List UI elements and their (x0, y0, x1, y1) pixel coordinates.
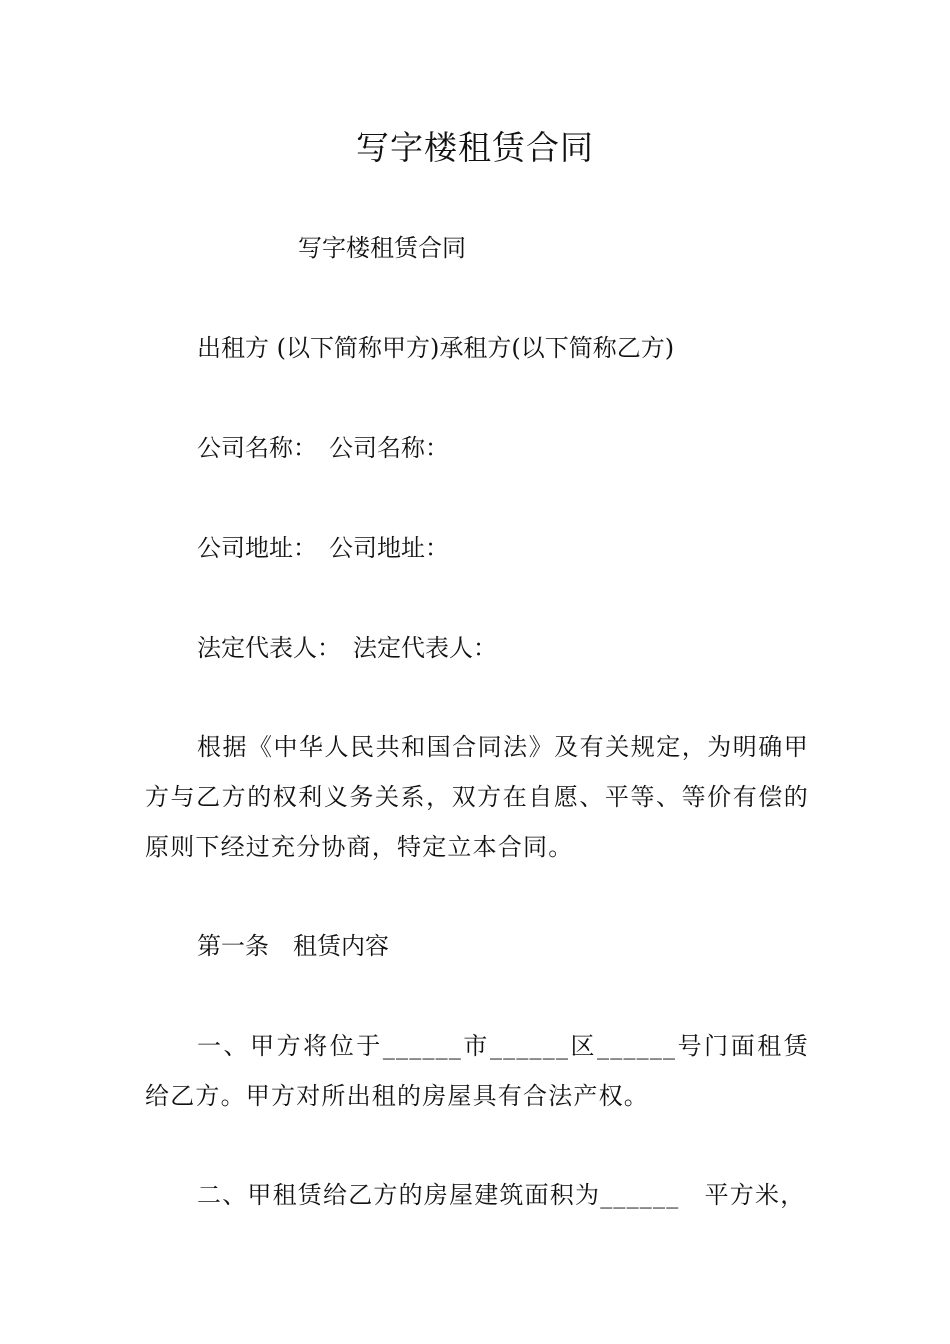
clause-2-paragraph: 二、甲租赁给乙方的房屋建筑面积为______ 平方米， (197, 1181, 806, 1209)
parties-line: 出租方 (以下简称甲方)承租方(以下简称乙方) (197, 334, 675, 362)
preamble-paragraph: 根据《中华人民共和国合同法》及有关规定，为明确甲方与乙方的权利义务关系，双方在自愿、平等、等价有偿的原则下经过充分协商，特定立本合同。 (145, 733, 809, 861)
clause-1-paragraph: 一、甲方将位于______市______区______号门面租赁给乙方。甲方对所出租的房屋具有合法产权。 (145, 1032, 809, 1110)
company-name-line: 公司名称： 公司名称： (197, 434, 449, 462)
article-1-heading: 第一条 租赁内容 (197, 932, 389, 960)
document-subtitle: 写字楼租赁合同 (298, 234, 466, 262)
company-address-line: 公司地址： 公司地址： (197, 534, 449, 562)
legal-representative-line: 法定代表人： 法定代表人： (197, 634, 497, 662)
document-title: 写字楼租赁合同 (356, 128, 594, 167)
